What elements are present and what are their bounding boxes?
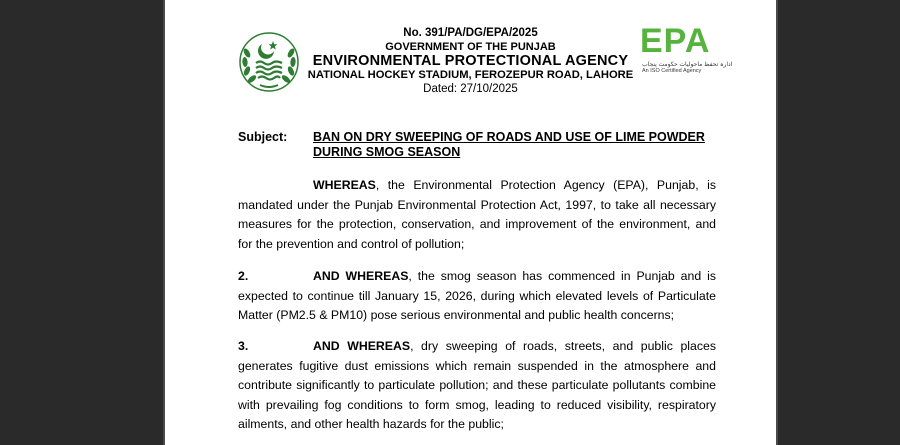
subject-label: Subject: [238, 130, 288, 144]
epa-logo-text: EPA [640, 22, 711, 60]
epa-logo-urdu: ادارہ تحفظ ماحولیات حکومت پنجاب [642, 62, 733, 68]
page-border-right [776, 0, 778, 445]
paragraph-1 [238, 176, 716, 254]
paragraph-body: , the Environmental Protection Agency (EPA), Punjab, is mandated under the Punjab Environmental Protection Act, 1997, to take all necessary measures for the protection, conservation, and improvement of the environment, and for the prevention and control of pollution; [238, 178, 716, 251]
government-name: GOVERNMENT OF THE PUNJAB [385, 41, 556, 53]
paragraph-number: 3. [238, 339, 249, 353]
epa-certified-text: An ISO Certified Agency [642, 68, 702, 74]
paragraph-lead: AND WHEREAS [313, 269, 409, 283]
letter-number: No. 391/PA/DG/EPA/2025 [403, 27, 538, 39]
letter-date: Dated: 27/10/2025 [423, 83, 518, 95]
paragraph-2 [238, 267, 716, 326]
paragraph-lead: AND WHEREAS [313, 339, 411, 353]
subject-text: BAN ON DRY SWEEPING OF ROADS AND USE OF LIME POWDER DURING SMOG SEASON [313, 130, 705, 159]
paragraph-number: 2. [238, 269, 249, 283]
paragraph-body: , dry sweeping of roads, streets, and public places generates fugitive dust emissions which remain suspended in the atmosphere and contribute significantly to particulate pollution; and these particulate pollutants combine with prevailing fog conditions to form smog, leading to reduced visibility, respiratory ailments, and other health hazards for the public; [238, 339, 716, 431]
paragraph-3 [238, 337, 716, 435]
document-page [165, 0, 776, 445]
paragraph-body: , the smog season has commenced in Punjab and is expected to continue till January 15, 2026, during which elevated levels of Particulate Matter (PM2.5 & PM10) pose serious environmental and public health concerns; [238, 269, 716, 322]
agency-name: ENVIRONMENTAL PROTECTIONAL AGENCY [312, 53, 629, 69]
paragraph-lead: WHEREAS [313, 178, 376, 192]
agency-address: NATIONAL HOCKEY STADIUM, FEROZEPUR ROAD, LAHORE [307, 69, 634, 81]
